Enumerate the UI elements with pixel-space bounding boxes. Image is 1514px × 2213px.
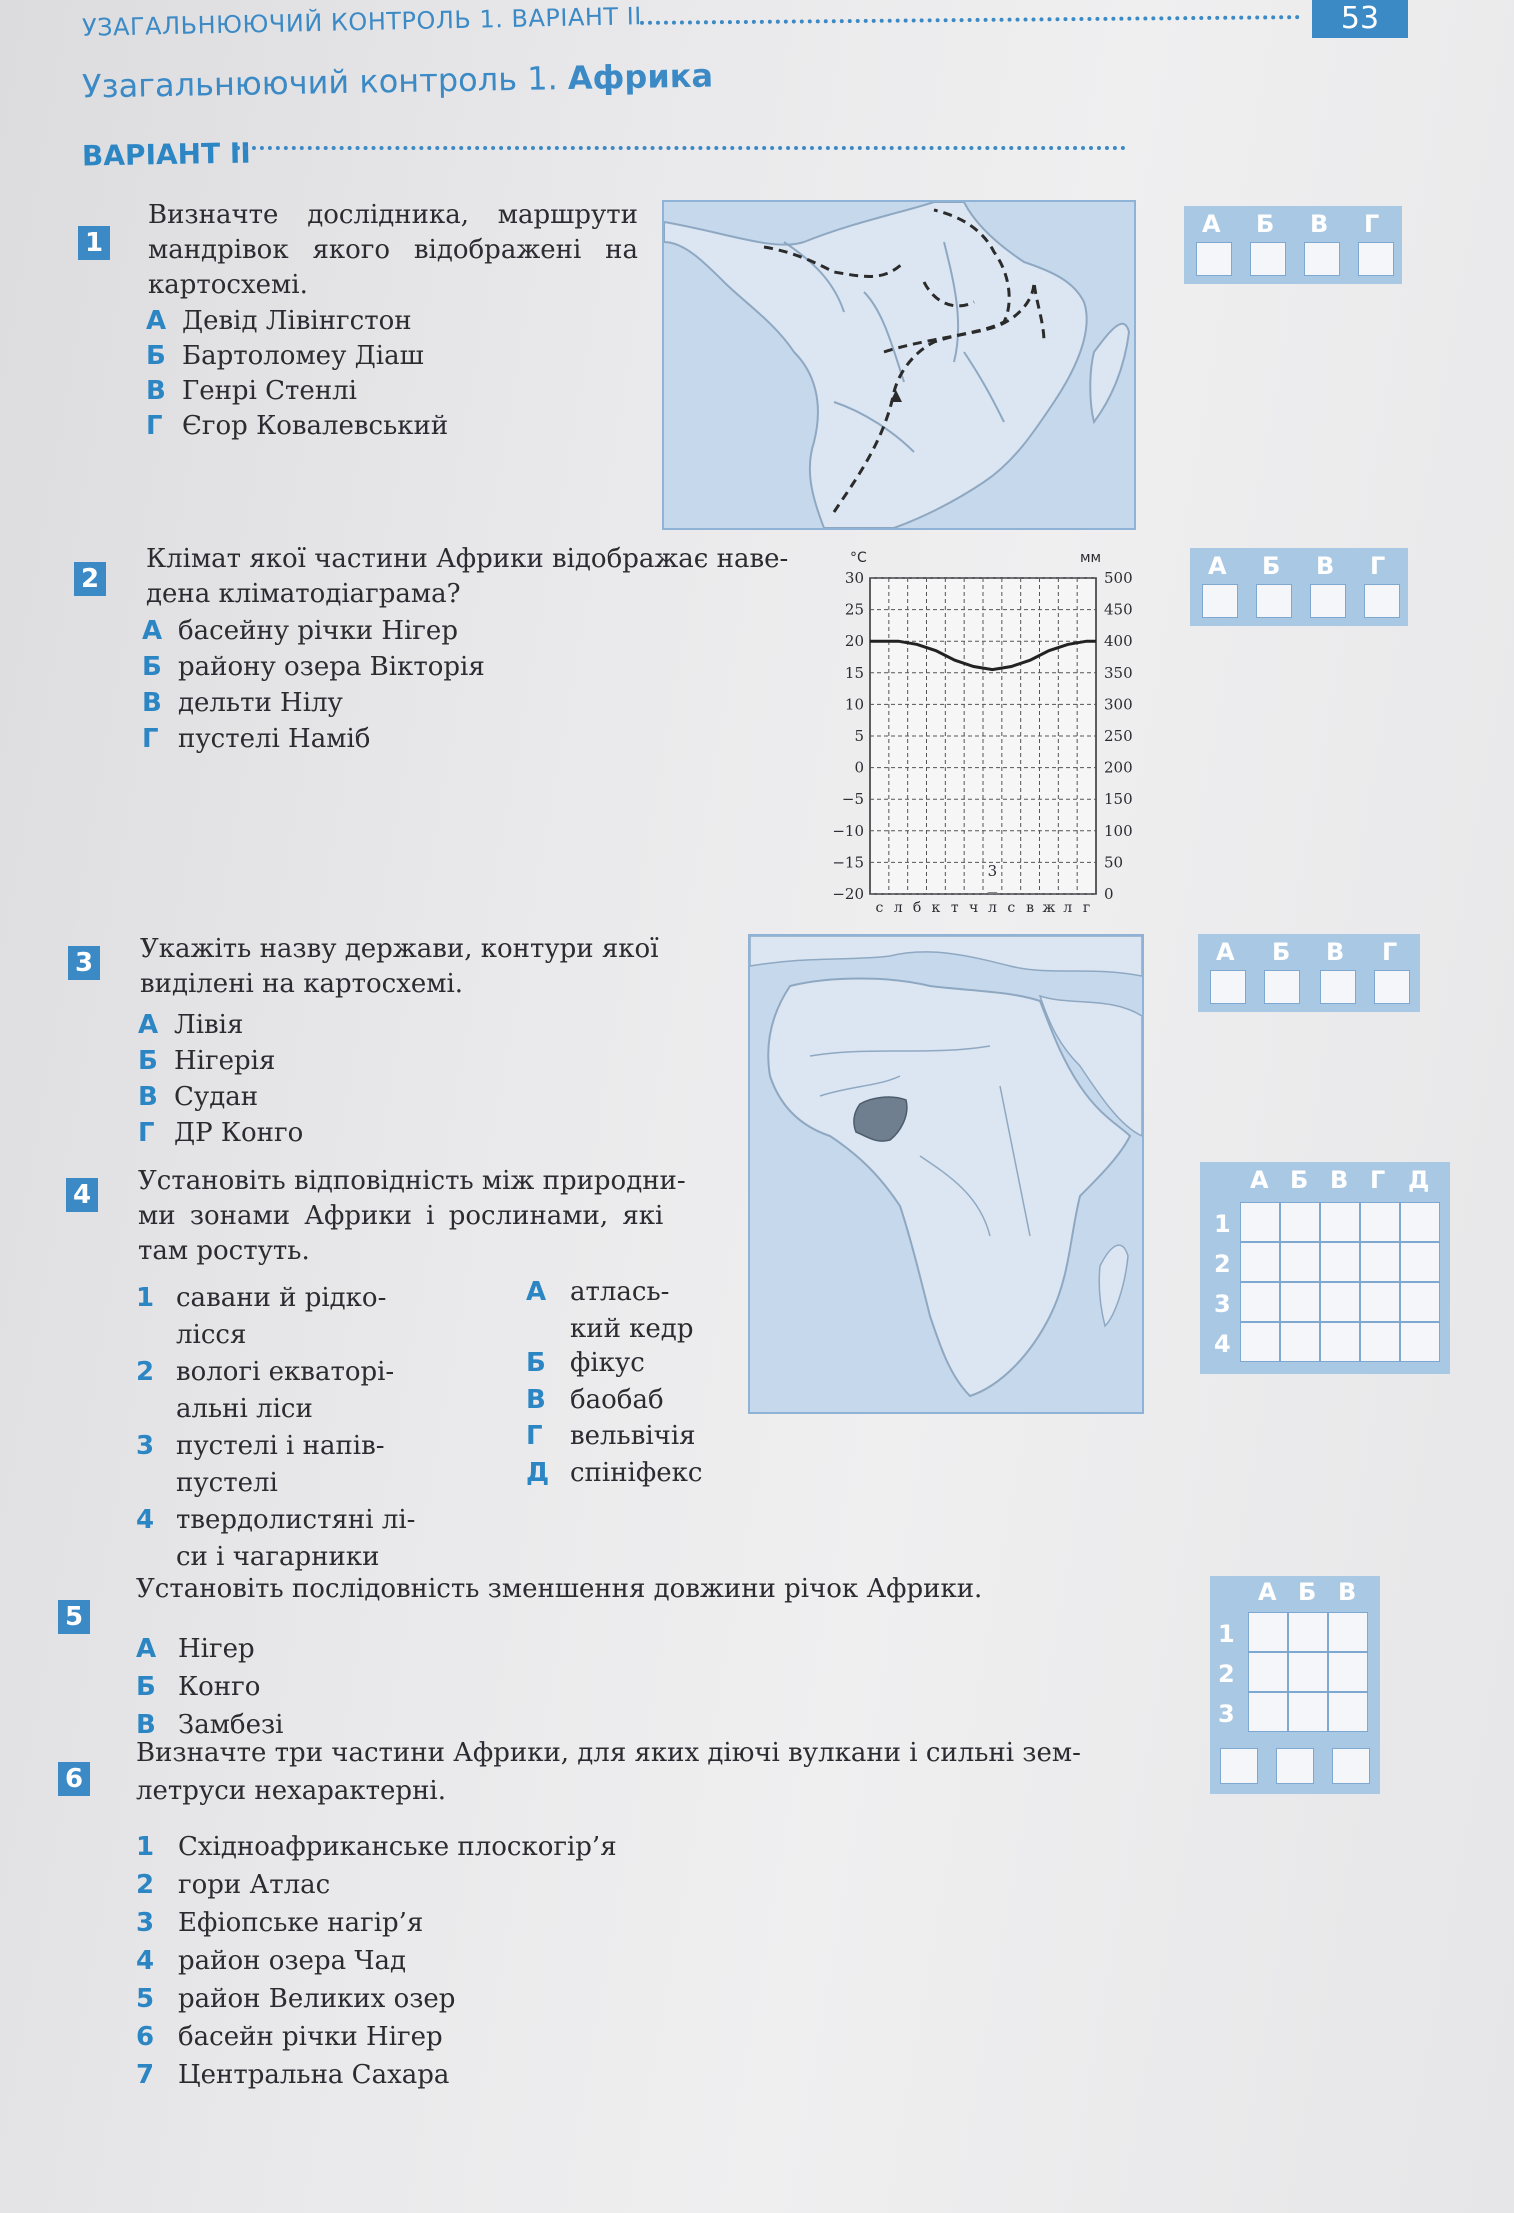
answer-cell[interactable]	[1332, 1748, 1370, 1784]
q4-plant-b	[526, 1346, 645, 1381]
option-letter: Б	[146, 341, 166, 371]
month-label: к	[931, 900, 941, 916]
item-number: 5	[136, 1984, 155, 2014]
item-number: 4	[136, 1946, 155, 1976]
month-label: б	[912, 900, 922, 916]
q2-option-c[interactable]	[142, 686, 343, 721]
answer-cell[interactable]	[1202, 584, 1238, 618]
item-number: 1	[136, 1283, 155, 1313]
q4-zone-2	[136, 1354, 394, 1428]
precipitation-label: 3	[987, 862, 998, 880]
answer-cell[interactable]	[1248, 1652, 1288, 1692]
answer-grid-row-number: 4	[1214, 1330, 1231, 1358]
explorer-route-map	[662, 200, 1136, 530]
item-text: гори Атлас	[178, 1870, 331, 1900]
question-4-line: ми зонами Африки і рослинами, які	[138, 1201, 664, 1231]
q5-option-a	[136, 1632, 255, 1667]
right-tick-label: 200	[1104, 758, 1133, 777]
continent-shape	[664, 202, 1087, 528]
answer-grid-header: Б	[1272, 938, 1291, 966]
option-letter: В	[136, 1710, 156, 1740]
answer-grid-header: Б	[1256, 210, 1275, 238]
answer-grid-header: Б	[1290, 1166, 1309, 1194]
question-3-line: виділені на картосхемі.	[140, 969, 464, 999]
month-label: л	[987, 900, 997, 916]
question-3-line: Укажіть назву держави, контури якої	[140, 934, 659, 964]
item-text: савани й рідко-	[176, 1283, 387, 1313]
q3-option-a[interactable]	[138, 1008, 243, 1043]
answer-grid-header: Д	[1408, 1166, 1430, 1194]
month-label: в	[1026, 900, 1035, 916]
answer-cell[interactable]	[1196, 242, 1232, 276]
q6-item-6	[136, 2020, 443, 2055]
option-letter: Д	[526, 1458, 550, 1488]
answer-cell[interactable]	[1248, 1612, 1288, 1652]
item-number: 3	[136, 1431, 155, 1461]
left-tick-label: 30	[844, 569, 864, 587]
africa-outline-map	[748, 934, 1144, 1414]
left-tick-label: −10	[832, 821, 864, 840]
q6-item-2	[136, 1868, 330, 1903]
left-tick-label: 25	[844, 600, 864, 619]
answer-cell[interactable]	[1276, 1748, 1314, 1784]
right-axis-unit: мм	[1080, 550, 1102, 566]
option-letter: Г	[146, 411, 163, 441]
answer-cell[interactable]	[1264, 970, 1300, 1004]
month-label: ж	[1042, 900, 1056, 916]
option-letter: В	[526, 1385, 546, 1415]
month-label: т	[950, 900, 959, 916]
option-text: баобаб	[570, 1385, 664, 1415]
answer-cell[interactable]	[1320, 1202, 1360, 1242]
option-text: Генрі Стенлі	[182, 376, 357, 406]
variant-label: ВАРІАНТ ІІ	[81, 136, 252, 173]
answer-cell[interactable]	[1360, 1242, 1400, 1282]
option-text: Нігер	[178, 1634, 255, 1664]
climate-diagram	[830, 548, 1150, 918]
answer-grid-row-number: 3	[1214, 1290, 1231, 1318]
q3-option-b[interactable]	[138, 1044, 275, 1079]
item-number: 6	[136, 2022, 155, 2052]
answer-cell[interactable]	[1400, 1242, 1440, 1282]
answer-cell[interactable]	[1220, 1748, 1258, 1784]
answer-cell[interactable]	[1364, 584, 1400, 618]
option-text: вельвічія	[570, 1421, 696, 1451]
answer-grid-header: А	[1216, 938, 1235, 966]
madagascar-shape	[1099, 1245, 1128, 1326]
option-text: басейну річки Нігер	[178, 616, 458, 646]
sequence-grid-q5	[1210, 1576, 1380, 1738]
q2-option-b[interactable]	[142, 650, 485, 685]
month-label: л	[893, 900, 903, 916]
answer-cell[interactable]	[1280, 1242, 1320, 1282]
answer-cell[interactable]	[1240, 1282, 1280, 1322]
item-number: 1	[136, 1832, 155, 1862]
matching-cells	[1240, 1202, 1440, 1362]
answer-grid-q6	[1210, 1738, 1380, 1794]
answer-grid-header: Б	[1262, 552, 1281, 580]
option-letter: Б	[526, 1348, 546, 1378]
answer-cell[interactable]	[1320, 970, 1356, 1004]
answer-grid-row-number: 1	[1218, 1620, 1235, 1648]
answer-grid-row-number: 1	[1214, 1210, 1231, 1238]
left-tick-label: 15	[844, 663, 864, 682]
option-letter: А	[138, 1010, 159, 1040]
option-letter: А	[526, 1277, 547, 1307]
answer-cell[interactable]	[1310, 584, 1346, 618]
item-number: 2	[136, 1870, 155, 1900]
answer-cell[interactable]	[1320, 1282, 1360, 1322]
answer-cell[interactable]	[1288, 1612, 1328, 1652]
matching-grid-q4	[1200, 1162, 1450, 1374]
answer-cell[interactable]	[1360, 1282, 1400, 1322]
answer-cell[interactable]	[1240, 1202, 1280, 1242]
option-letter: Г	[526, 1421, 543, 1451]
answer-cell[interactable]	[1304, 242, 1340, 276]
q4-zone-1	[136, 1280, 386, 1354]
answer-grid-header: В	[1316, 552, 1335, 580]
question-6-text	[136, 1734, 1176, 1810]
option-text: Замбезі	[178, 1710, 284, 1740]
item-text: вологі екваторі-	[176, 1357, 395, 1387]
answer-grid-row-number: 2	[1218, 1660, 1235, 1688]
month-label: с	[875, 900, 884, 916]
option-text: Лівія	[174, 1010, 244, 1040]
title-topic: Африка	[567, 56, 714, 98]
answer-grid-header: А	[1208, 552, 1227, 580]
answer-grid-header: А	[1202, 210, 1221, 238]
question-1-line: картосхемі.	[148, 270, 308, 300]
answer-grid-header: В	[1330, 1166, 1349, 1194]
left-tick-label: 5	[854, 727, 864, 745]
title-prefix: Узагальнюючий контроль 1.	[81, 59, 559, 106]
question-number-3: 3	[68, 946, 100, 980]
option-text: дельти Нілу	[178, 688, 343, 718]
option-text: кий кедр	[570, 1314, 694, 1344]
option-letter: Г	[142, 724, 159, 754]
answer-cell[interactable]	[1360, 1202, 1400, 1242]
africa-map-svg	[750, 936, 1142, 1412]
option-letter: В	[138, 1082, 158, 1112]
answer-cell[interactable]	[1360, 1322, 1400, 1362]
answer-grid-q2	[1190, 548, 1408, 626]
answer-cell[interactable]	[1320, 1322, 1360, 1362]
question-1-line: мандрівок якого відображені на	[148, 235, 638, 265]
right-tick-label: 350	[1104, 663, 1133, 682]
month-label: с	[1007, 900, 1016, 916]
answer-cell[interactable]	[1280, 1322, 1320, 1362]
item-text: си і чагарники	[176, 1542, 380, 1572]
question-2-text	[146, 542, 806, 612]
answer-cell[interactable]	[1328, 1652, 1368, 1692]
header-dotted-rule	[640, 15, 1300, 25]
running-header: УЗАГАЛЬНЮЮЧИЙ КОНТРОЛЬ 1. ВАРІАНТ ІІ	[81, 2, 643, 42]
option-text: Єгор Ковалевський	[182, 411, 449, 441]
question-4-text	[138, 1164, 738, 1269]
month-label: ч	[968, 900, 979, 916]
left-tick-label: −5	[841, 790, 864, 809]
question-6-line: Визначте три частини Африки, для яких діючі вулкани і сильні зем-	[136, 1738, 1081, 1768]
answer-grid-header: Г	[1370, 1166, 1386, 1194]
option-text: Девід Лівінгстон	[182, 306, 412, 336]
item-text: твердолистяні лі-	[176, 1505, 416, 1535]
q6-item-5	[136, 1982, 455, 2017]
option-text: фікус	[570, 1348, 645, 1378]
option-text: спініфекс	[570, 1458, 703, 1488]
option-letter: Г	[138, 1118, 155, 1148]
right-tick-label: 100	[1104, 821, 1133, 840]
right-tick-label: 150	[1104, 790, 1133, 809]
q6-item-7	[136, 2058, 449, 2093]
page-number: 53	[1312, 0, 1408, 38]
left-tick-label: 0	[854, 758, 864, 777]
question-3-text	[140, 932, 720, 1002]
answer-grid-row-number: 3	[1218, 1700, 1235, 1728]
option-text: ДР Конго	[174, 1118, 304, 1148]
answer-grid-header: Б	[1298, 1578, 1317, 1606]
answer-grid-q1	[1184, 206, 1402, 284]
option-text: Судан	[174, 1082, 259, 1112]
answer-cell[interactable]	[1250, 242, 1286, 276]
item-number: 4	[136, 1505, 155, 1535]
right-tick-label: 250	[1104, 727, 1133, 745]
question-number-5: 5	[58, 1600, 90, 1634]
q1-option-a[interactable]	[146, 304, 412, 339]
item-text: район Великих озер	[178, 1984, 456, 2014]
answer-cell[interactable]	[1400, 1202, 1440, 1242]
left-tick-label: −15	[832, 853, 864, 872]
month-label: г	[1082, 900, 1091, 916]
left-tick-label: 10	[844, 695, 864, 714]
option-text: району озера Вікторія	[178, 652, 485, 682]
answer-cell[interactable]	[1328, 1692, 1368, 1732]
southern-africa-map-svg	[664, 202, 1134, 528]
item-text: район озера Чад	[178, 1946, 406, 1976]
answer-cell[interactable]	[1400, 1322, 1440, 1362]
option-letter: Б	[142, 652, 162, 682]
question-5-text: Установіть послідовність зменшення довжини річок Африки.	[136, 1574, 983, 1604]
answer-cell[interactable]	[1288, 1692, 1328, 1732]
item-text: пустелі і напів-	[176, 1431, 385, 1461]
question-4-line: Установіть відповідність між природни-	[138, 1166, 686, 1196]
right-tick-label: 300	[1104, 695, 1133, 714]
right-tick-label: 450	[1104, 600, 1133, 619]
item-text: пустелі	[176, 1468, 278, 1498]
item-text: Ефіопське нагір’я	[178, 1908, 424, 1938]
europe-shape	[750, 936, 1142, 976]
answer-cell[interactable]	[1240, 1322, 1280, 1362]
option-text: Конго	[178, 1672, 261, 1702]
question-number-6: 6	[58, 1762, 90, 1796]
option-text: Бартоломеу Діаш	[182, 341, 424, 371]
answer-grid-header: А	[1250, 1166, 1269, 1194]
right-tick-label: 0	[1104, 885, 1114, 903]
answer-cell[interactable]	[1328, 1612, 1368, 1652]
item-number: 2	[136, 1357, 155, 1387]
answer-cell[interactable]	[1320, 1242, 1360, 1282]
item-number: 3	[136, 1908, 155, 1938]
answer-cell[interactable]	[1400, 1282, 1440, 1322]
question-number-1: 1	[78, 226, 110, 260]
option-letter: Б	[138, 1046, 158, 1076]
option-letter: А	[136, 1634, 157, 1664]
item-text: Центральна Сахара	[178, 2060, 450, 2090]
option-letter: А	[146, 306, 167, 336]
answer-grid-header: В	[1326, 938, 1345, 966]
answer-grid-header: В	[1310, 210, 1329, 238]
question-4-line: там ростуть.	[138, 1236, 310, 1266]
answer-cell[interactable]	[1374, 970, 1410, 1004]
q4-plant-e	[526, 1456, 702, 1491]
question-6-line: летруси нехарактерні.	[136, 1776, 446, 1806]
q4-plant-a	[526, 1274, 693, 1348]
answer-cell[interactable]	[1256, 584, 1292, 618]
item-text: Східноафриканське плоскогір’я	[178, 1832, 617, 1862]
madagascar-shape	[1090, 324, 1129, 422]
q6-item-1	[136, 1830, 617, 1865]
item-number: 7	[136, 2060, 155, 2090]
q4-zone-3	[136, 1428, 385, 1502]
answer-cell[interactable]	[1248, 1692, 1288, 1732]
right-tick-label: 400	[1104, 632, 1133, 651]
question-2-line: дена кліматодіаграма?	[146, 579, 461, 609]
sequence-cells	[1248, 1612, 1368, 1732]
answer-grid-header: Г	[1364, 210, 1380, 238]
chart-grid	[870, 578, 1096, 894]
q1-option-d[interactable]	[146, 409, 448, 444]
q3-option-d[interactable]	[138, 1116, 303, 1151]
question-1-line: Визначте дослідника, маршрути	[148, 200, 638, 230]
left-tick-label: 20	[844, 632, 864, 651]
answer-cell[interactable]	[1288, 1652, 1328, 1692]
q4-plant-c	[526, 1383, 664, 1418]
answer-grid-header: А	[1258, 1578, 1277, 1606]
answer-cell[interactable]	[1358, 242, 1394, 276]
q2-option-a[interactable]	[142, 614, 458, 649]
q3-option-c[interactable]	[138, 1080, 258, 1115]
answer-grid-header: В	[1338, 1578, 1357, 1606]
q4-plant-d	[526, 1419, 696, 1454]
left-tick-label: −20	[832, 885, 864, 903]
q5-option-b	[136, 1670, 260, 1705]
option-letter: В	[142, 688, 162, 718]
option-text: Нігерія	[174, 1046, 276, 1076]
question-number-2: 2	[74, 562, 106, 596]
option-text: пустелі Наміб	[178, 724, 371, 754]
answer-grid-header: Г	[1370, 552, 1386, 580]
q4-zone-4	[136, 1502, 415, 1576]
option-letter: А	[142, 616, 163, 646]
q6-item-3	[136, 1906, 423, 1941]
item-text: басейн річки Нігер	[178, 2022, 443, 2052]
option-letter: Б	[136, 1672, 156, 1702]
page-title	[82, 56, 714, 105]
answer-cell[interactable]	[1240, 1242, 1280, 1282]
option-letter: В	[146, 376, 166, 406]
option-text: атлась-	[570, 1277, 670, 1307]
right-tick-label: 500	[1104, 569, 1133, 587]
variant-dotted-rule	[236, 146, 1126, 150]
left-axis-unit: °C	[850, 550, 867, 566]
question-number-4: 4	[66, 1178, 98, 1212]
right-tick-label: 50	[1104, 853, 1124, 872]
q1-option-c[interactable]	[146, 374, 357, 409]
answer-grid-row-number: 2	[1214, 1250, 1231, 1278]
answer-grid-header: Г	[1382, 938, 1398, 966]
answer-cell[interactable]	[1280, 1202, 1320, 1242]
item-text: альні ліси	[176, 1394, 313, 1424]
precipitation-bar	[988, 892, 997, 894]
question-2-line: Клімат якої частини Африки відображає наве-	[146, 544, 789, 574]
answer-grid-q3	[1198, 934, 1420, 1012]
question-1-text	[148, 198, 638, 303]
item-text: лісся	[176, 1320, 247, 1350]
month-label: л	[1063, 900, 1073, 916]
answer-cell[interactable]	[1210, 970, 1246, 1004]
q2-option-d[interactable]	[142, 722, 370, 757]
q1-option-b[interactable]	[146, 339, 424, 374]
q6-item-4	[136, 1944, 406, 1979]
answer-cell[interactable]	[1280, 1282, 1320, 1322]
